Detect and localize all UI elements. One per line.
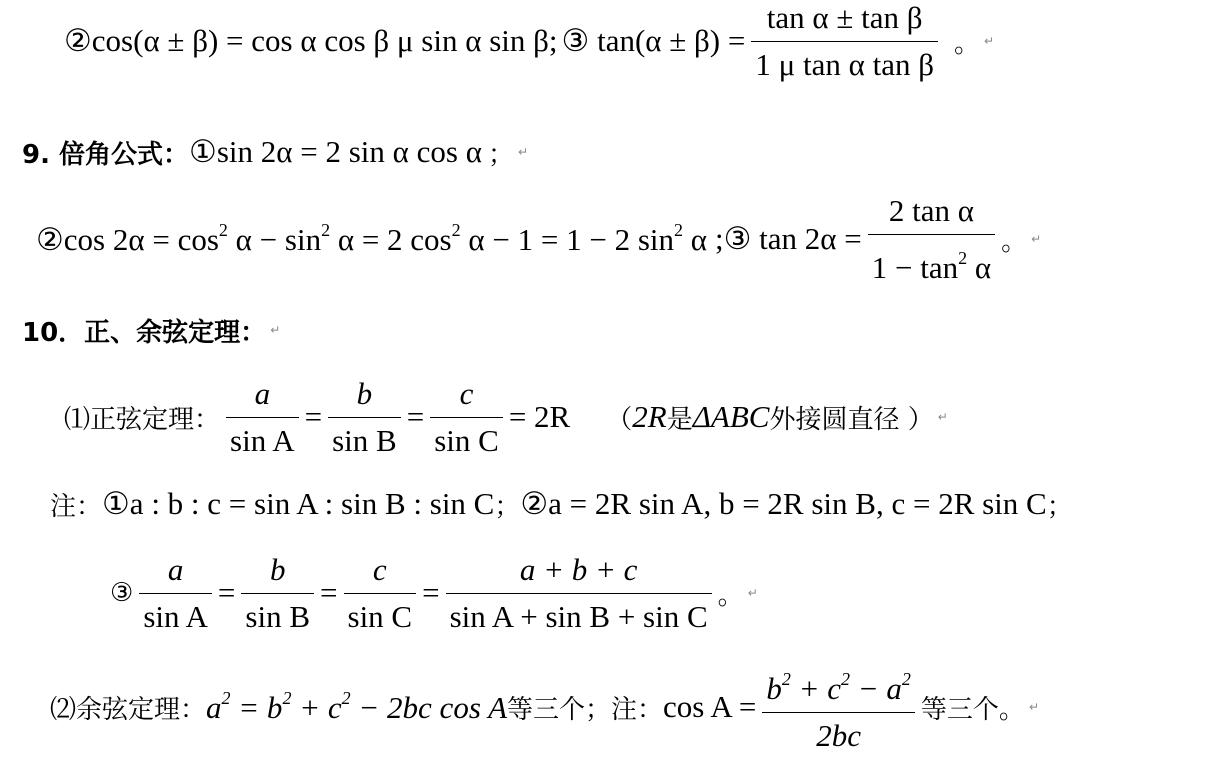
- section-10-heading: 10．正、余弦定理：: [22, 317, 267, 348]
- law-of-sines-label: ⑴正弦定理：: [64, 404, 221, 435]
- semicolon: ；: [487, 139, 514, 170]
- triangle-abc: ΔABC: [692, 399, 770, 434]
- sin-double-angle: ①sin 2α = 2 sin α cos α: [189, 134, 482, 169]
- tan-double-angle-fraction: [868, 192, 995, 287]
- paragraph-mark: ↵: [1028, 700, 1039, 714]
- cosine-law-formula: $a^2 = b^2 + c^2 - 2bc$ cos A: [206, 688, 508, 725]
- paragraph-mark: ↵: [270, 323, 281, 337]
- paragraph-mark: ↵: [747, 586, 758, 600]
- fraction-bar: [751, 41, 938, 42]
- ratio-b-fraction: $\frac{b}{\text{sin B}}$: [328, 375, 401, 460]
- ratio-c-fraction: $\frac{c}{\text{sin C}}$: [430, 375, 503, 460]
- paragraph-mark: ↵: [517, 145, 529, 159]
- note-2r: 2R: [632, 399, 667, 434]
- tan-sum-label: ③ tan(α ± β) =: [561, 23, 746, 58]
- sum-ratio-fraction: $\frac{a + b + c}{\text{sin A + sin B + sin C}}$: [446, 551, 712, 636]
- fraction-denominator: $1 - \tan^2 \alpha$: [871, 247, 992, 285]
- paragraph-mark: ↵: [937, 410, 948, 424]
- paragraph-mark: ↵: [1031, 232, 1042, 246]
- fraction-numerator: 2 tan α: [888, 192, 975, 228]
- section-9-line: [22, 130, 528, 174]
- period: 。: [717, 580, 744, 611]
- formula-line-3: [36, 192, 1042, 285]
- law-of-sines-line: ⑴正弦定理： $\frac{a}{\text{sin A}}$ = $\frac{b}{\text{sin B}}$ = $\frac{c}{\text{sin C}}$ = 2R （ 2R 是 ΔABC 外接圆直径 ） ↵: [64, 375, 948, 458]
- section-9-heading: 9. 倍角公式：: [22, 139, 190, 170]
- note-text: 外接圆直径 ）: [769, 404, 934, 435]
- trailing-text: 等三个。: [920, 694, 1025, 725]
- fraction-numerator: tan α ± tan β: [766, 0, 923, 35]
- note-line: 注： ①a : b : c = sin A : sin B : sin C ； ②a = 2R sin A, b = 2R sin B, c = 2R sin C ；: [50, 486, 1073, 522]
- ratio-equality: ①a : b : c = sin A : sin B : sin C: [102, 486, 495, 521]
- paragraph-mark: ↵: [984, 34, 995, 48]
- period: 。: [954, 28, 981, 59]
- side-formulas: ②a = 2R sin A, b = 2R sin B, c = 2R sin C: [520, 486, 1047, 521]
- section-10-line: [22, 308, 280, 352]
- item-3-label: ③: [110, 578, 134, 608]
- tan-sum-fraction: [751, 0, 938, 84]
- fraction-bar: [868, 234, 995, 235]
- period: 。: [1001, 226, 1028, 257]
- cos-double-angle: ②cos $2\alpha = \cos^2 \alpha - \sin^2 \alpha = 2$ $\cos^2 \alpha - 1 = 1 - 2$ $\sin^2 \alpha$: [36, 220, 708, 257]
- cos-sum-formula: ②cos(α ± β) = cos α cos β μ sin α sin β;: [64, 23, 558, 58]
- note-text: 等三个；注：: [507, 694, 664, 725]
- cos-a-label: cos A =: [663, 689, 757, 724]
- cos-a-fraction: $\frac{b^2 + c^2 - a^2}{2bc}$: [762, 660, 915, 755]
- tan-double-angle-label: ;③ tan 2α =: [715, 221, 862, 256]
- fraction-denominator: 1 μ tan α tan β: [755, 46, 935, 82]
- formula-line-1: [64, 0, 994, 82]
- law-of-cosines-label: ⑵余弦定理：: [50, 694, 207, 725]
- equals-2r: = 2R: [508, 399, 571, 434]
- ratio-sum-line: ③ $\frac{a}{\text{sin A}}$ = $\frac{b}{\text{sin B}}$ = $\frac{c}{\text{sin C}}$ = $\frac{a + b + c}{\text{sin A + sin B + sin C}}$ 。 ↵: [110, 551, 758, 634]
- ratio-a-fraction: $\frac{a}{\text{sin A}}$: [226, 375, 299, 460]
- law-of-cosines-line: [50, 662, 1039, 752]
- note-open: （: [606, 404, 633, 435]
- note-label: 注：: [50, 491, 103, 522]
